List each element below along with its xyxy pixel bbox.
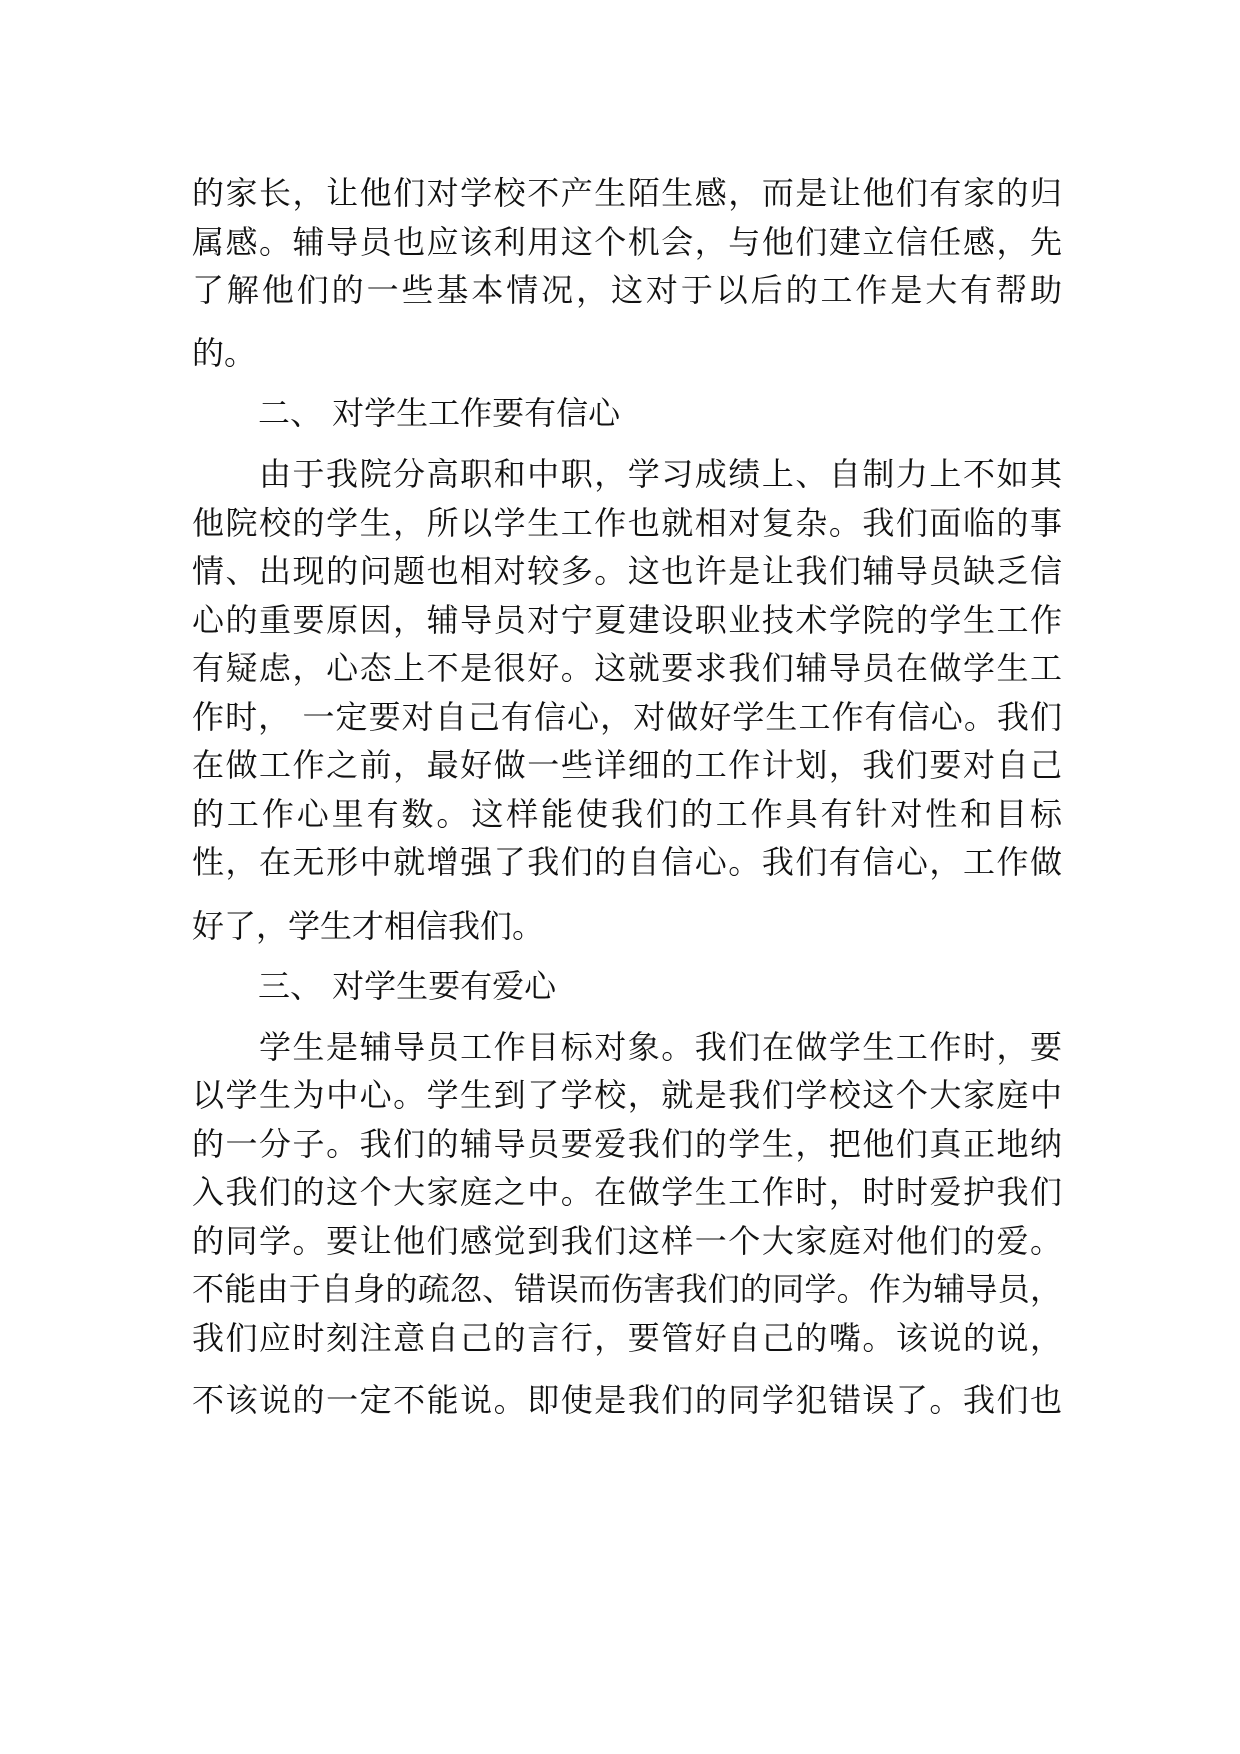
body-line: 的家长，让他们对学校不产生陌生感，而是让他们有家的归 <box>192 174 1062 212</box>
body-line: 不该说的一定不能说。即使是我们的同学犯错误了。我们也 <box>192 1381 1062 1419</box>
paragraph-first-line: 由于我院分高职和中职，学习成绩上、自制力上不如其 <box>259 455 1062 493</box>
body-line: 属感。辅导员也应该利用这个机会，与他们建立信任感，先 <box>192 223 1062 261</box>
body-line: 入我们的这个大家庭之中。在做学生工作时，时时爱护我们 <box>192 1173 1062 1211</box>
body-line: 以学生为中心。学生到了学校，就是我们学校这个大家庭中 <box>192 1076 1062 1114</box>
body-line: 好了，学生才相信我们。 <box>192 907 545 945</box>
body-line: 的。 <box>192 334 257 372</box>
body-line: 不能由于自身的疏忽、错误而伤害我们的同学。作为辅导员， <box>192 1270 1062 1308</box>
body-line: 作时， 一定要对自己有信心，对做好学生工作有信心。我们 <box>192 698 1062 736</box>
body-line: 他院校的学生，所以学生工作也就相对复杂。我们面临的事 <box>192 504 1062 542</box>
body-line: 了解他们的一些基本情况，这对于以后的工作是大有帮助 <box>192 271 1062 309</box>
body-line: 性，在无形中就增强了我们的自信心。我们有信心，工作做 <box>192 843 1062 881</box>
body-line: 的工作心里有数。这样能使我们的工作具有针对性和目标 <box>192 795 1062 833</box>
body-line: 我们应时刻注意自己的言行，要管好自己的嘴。该说的说， <box>192 1319 1062 1357</box>
paragraph-first-line: 学生是辅导员工作目标对象。我们在做学生工作时，要 <box>259 1028 1062 1066</box>
body-line: 的一分子。我们的辅导员要爱我们的学生，把他们真正地纳 <box>192 1125 1062 1163</box>
body-line: 有疑虑，心态上不是很好。这就要求我们辅导员在做学生工 <box>192 649 1062 687</box>
body-line: 情、出现的问题也相对较多。这也许是让我们辅导员缺乏信 <box>192 552 1062 590</box>
body-line: 在做工作之前，最好做一些详细的工作计划，我们要对自己 <box>192 746 1062 784</box>
section-heading: 二、 对学生工作要有信心 <box>258 394 621 432</box>
body-line: 的同学。要让他们感觉到我们这样一个大家庭对他们的爱。 <box>192 1222 1062 1260</box>
body-line: 心的重要原因，辅导员对宁夏建设职业技术学院的学生工作 <box>192 601 1062 639</box>
section-heading: 三、 对学生要有爱心 <box>258 967 557 1005</box>
